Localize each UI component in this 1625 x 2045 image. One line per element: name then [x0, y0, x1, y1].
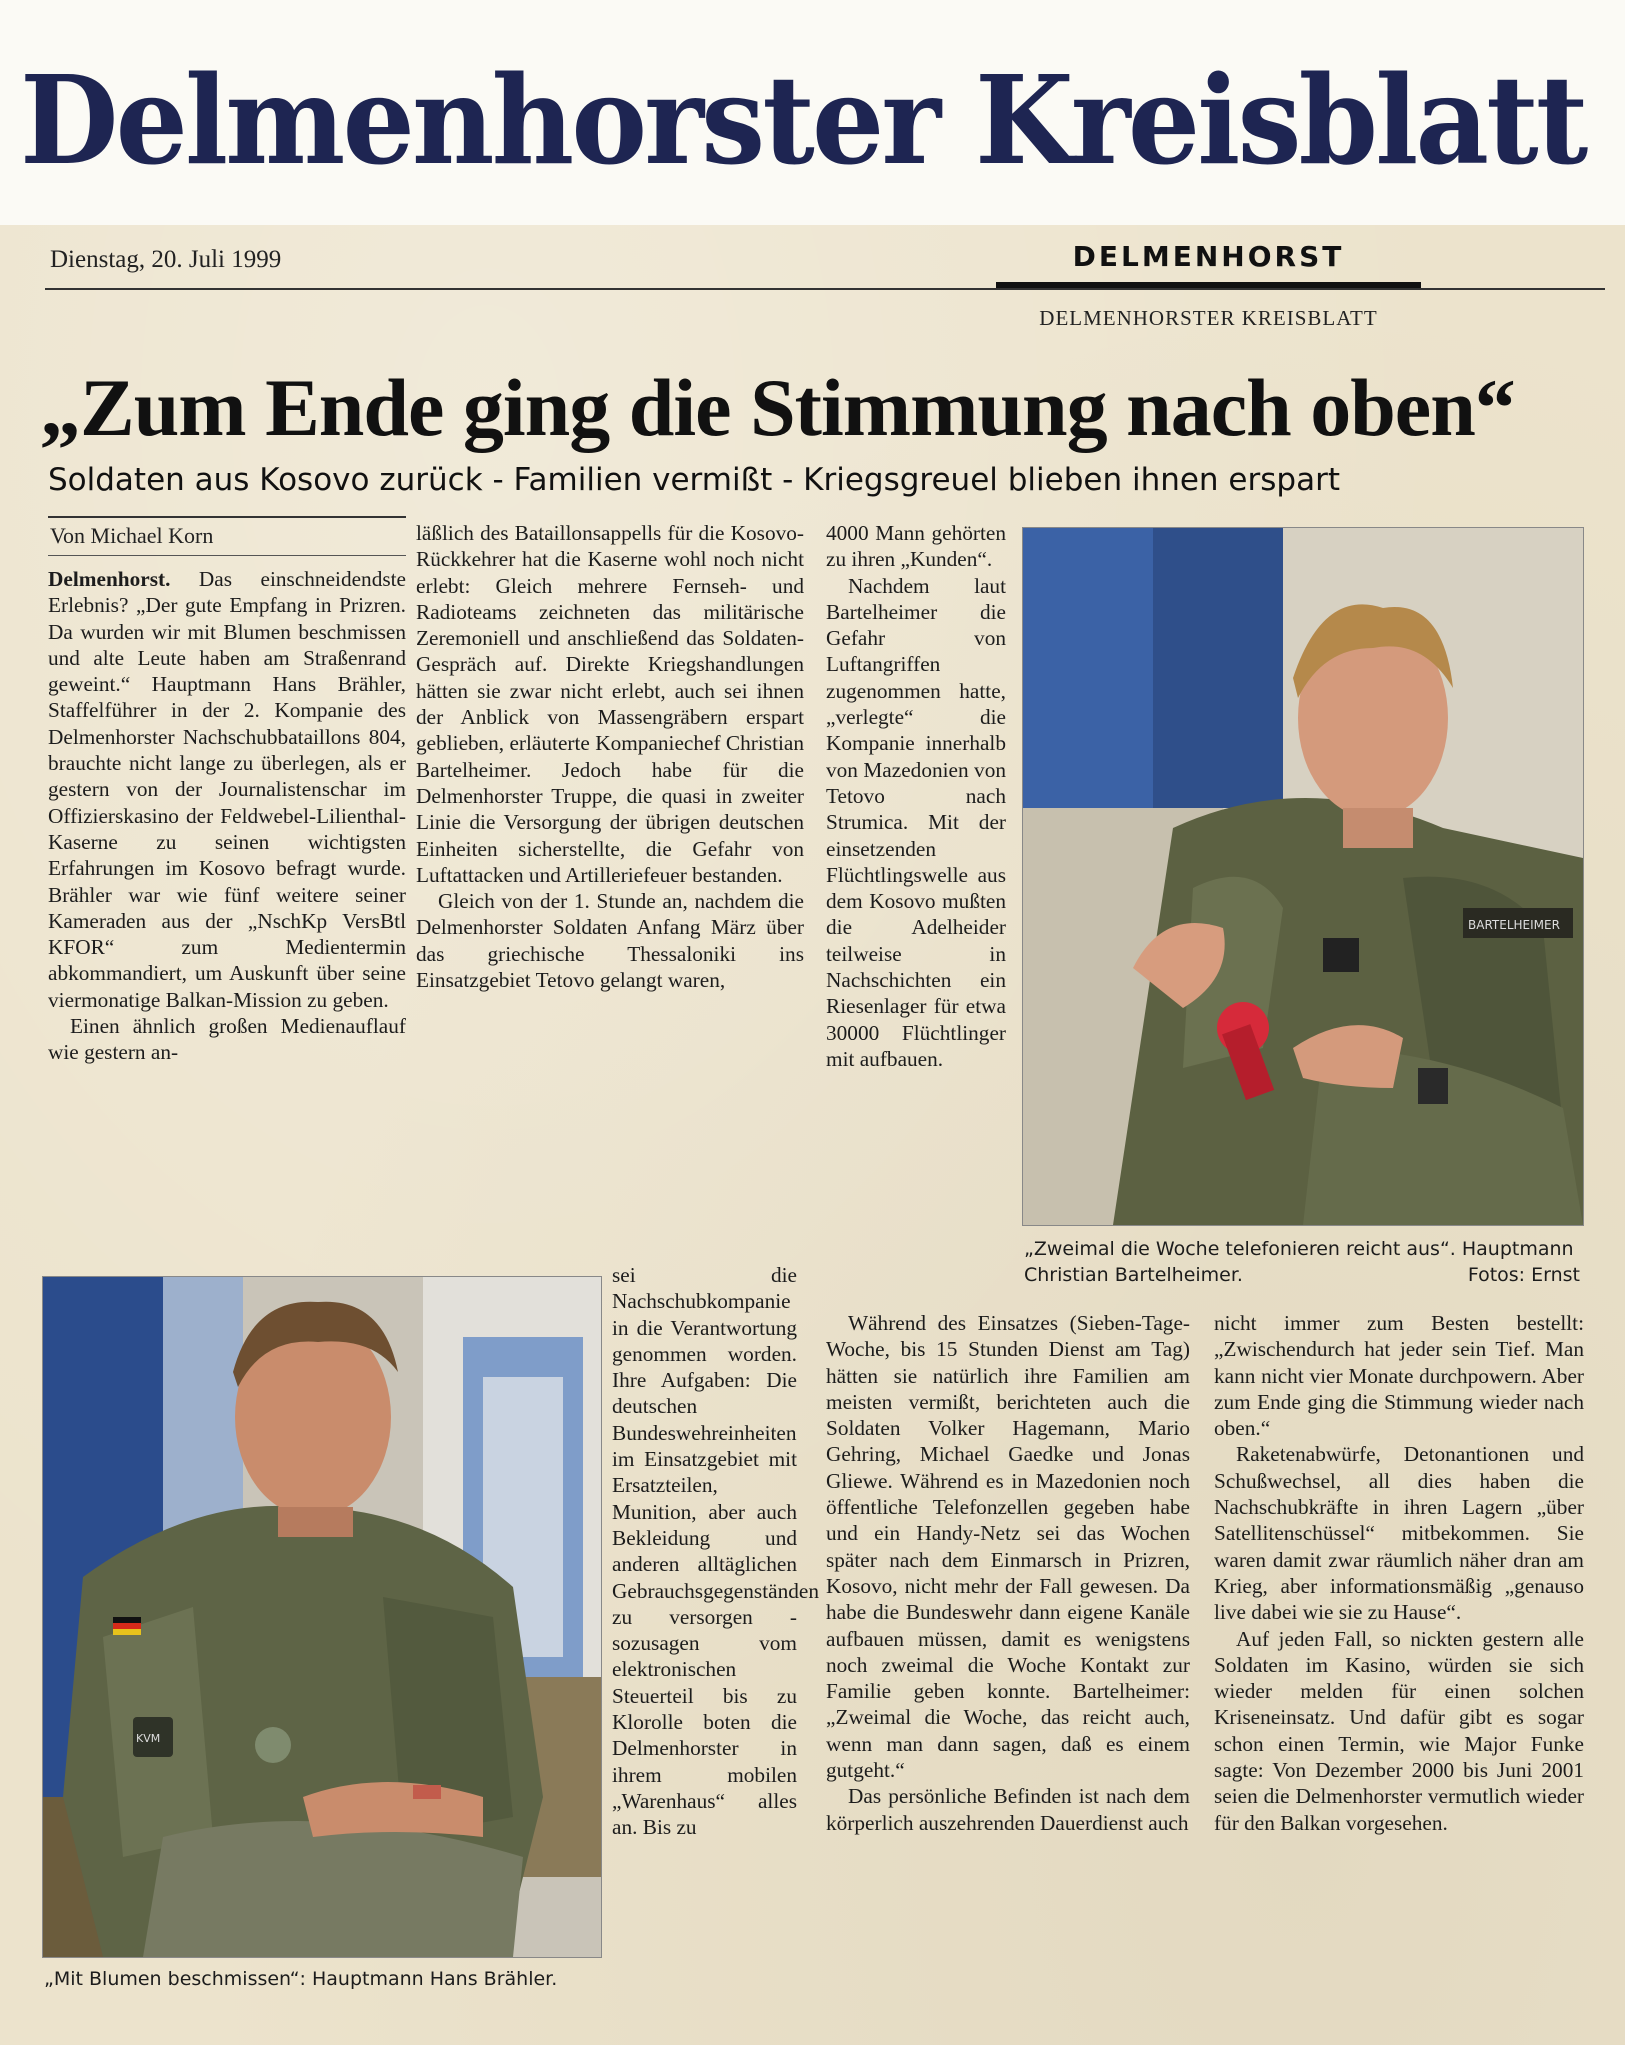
uniform-nametag: BARTELHEIMER: [1468, 918, 1560, 932]
photo-bartelheimer-image: [1023, 528, 1583, 1225]
article-paragraph: Gleich von der 1. Stunde an, nachdem die Delmenhorster Soldaten Anfang März über das griechische Thessaloniki ins Einsatzgebiet Tetovo gelangt waren,: [416, 889, 804, 993]
article-paragraph: Auf jeden Fall, so nickten gestern alle Soldaten im Kasino, würden sie sich wieder melden für einen solchen Kriseneinsatz. Und dafür gibt es sogar schon einen Termin, wie Major Funke sagte: Von Dezember 2000 bis Juni 2001 seien die Delmenhorster vermutlich wieder für den Balkan vorgesehen.: [1214, 1626, 1584, 1835]
article-column-3-narrow: [826, 520, 1006, 1310]
caption-text: „Zweimal die Woche telefonieren reicht aus“. Hauptmann Christian Bartelheimer.: [1024, 1238, 1574, 1286]
photo-braehler: [42, 1276, 602, 1958]
article-paragraph: Während des Einsatzes (Sieben-Tage-Woche, bis 15 Stunden Dienst am Tag) hätten sie natürlich ihre Familien am meisten vermißt, berichteten auch die Soldaten Volker Hagemann, Mario Gehring, Michael Gaedke und Jonas Gliewe. Während es in Mazedonien noch öffentliche Telefonzellen gegeben habe und ein Handy-Netz sei das Wochen später nach dem Einmarsch in Prizren, Kosovo, nicht mehr der Fall gewesen. Da habe die Bundeswehr dann eigene Kanäle aufbauen müssen, damit es wenigstens noch zweimal die Woche Kontakt zur Familie geben konnte. Bartelheimer: „Zweimal die Woche, das reicht auch, wenn man dann sagen, daß es einem gutgeht.“: [826, 1311, 1190, 1783]
article-column-2: [416, 520, 804, 1262]
photo-bartelheimer: [1022, 527, 1584, 1226]
article-column-2-narrow: [612, 1262, 819, 2030]
article-paragraph: 4000 Mann gehörten zu ihren „Kunden“.: [826, 521, 1006, 572]
place-lead: Delmenhorst.: [48, 567, 171, 591]
article-column-1: [48, 566, 406, 1258]
article-paragraph: nicht immer zum Besten bestellt: „Zwischendurch hat jeder sein Tief. Man kann nicht vier Monate durchpowern. Aber zum Ende ging die Stimmung wieder nach oben.“: [1214, 1311, 1584, 1441]
headline: „Zum Ende ging die Stimmung nach oben“: [40, 362, 1515, 453]
byline-rule: [48, 516, 406, 518]
section-label: DELMENHORST: [1072, 240, 1345, 273]
byline-rule-bottom: [48, 555, 406, 556]
header-rule: [45, 288, 1605, 290]
article-paragraph: Einen ähnlich großen Medienauflauf wie gestern an-: [48, 1014, 406, 1065]
byline: Von Michael Korn: [50, 523, 214, 548]
article-paragraph: [48, 566, 406, 1013]
article-column-3: [826, 1310, 1190, 2030]
article-paragraph: sei die Nachschubkompanie in die Verantwortung genommen worden. Ihre Aufgaben: Die deutschen Bundeswehreinheiten im Einsatzgebiet mit Ersatzteilen, Munition, aber auch Bekleidung und anderen alltäglichen Gebrauchsgegenständen zu versorgen - sozusagen vom elektronischen Steuerteil bis zu Klorolle boten die Delmenhorster in ihrem mobilen „Warenhaus“ alles an. Bis zu: [612, 1263, 819, 1840]
photo-bartelheimer-caption: [1024, 1236, 1580, 1288]
article-paragraph: Nachdem laut Bartelheimer die Gefahr von Luftangriffen zugenommen hatte, „verlegte“ die Kompanie innerhalb von Mazedonien von Tetovo nach Strumica. Mit der einsetzenden Flüchtlingswelle aus dem Kosovo mußten die Adelheider teilweise in Nachschichten ein Riesenlager für etwa 30000 Flüchtlinger mit aufbauen.: [826, 573, 1006, 1071]
article-column-4: [1214, 1310, 1584, 2030]
article-paragraph: läßlich des Bataillonsappells für die Kosovo-Rückkehrer hat die Kaserne wohl noch nicht erlebt: Gleich mehrere Fernseh- und Radioteams zeichneten das militärische Zeremoniell und anschließend das Soldaten-Gespräch auf. Direkte Kriegshandlungen hätten sie zwar nicht erlebt, auch sei ihnen der Anblick von Massengräbern erspart geblieben, erläuterte Kompaniechef Christian Bartelheimer. Jedoch habe für die Delmenhorster Truppe, die quasi in zweiter Linie die Versorgung der übrigen deutschen Einheiten sicherstellte, die Gefahr von Luftattacken und Artilleriefeuer bestanden.: [416, 521, 804, 887]
subheadline: Soldaten aus Kosovo zurück - Familien vermißt - Kriegsgreuel blieben ihnen erspart: [48, 462, 1340, 498]
article-paragraph: Das persönliche Befinden ist nach dem körperlich auszehrenden Dauerdienst auch: [826, 1784, 1190, 1835]
uniform-patch: KVM: [136, 1732, 161, 1745]
masthead: Delmenhorster Kreisblatt: [20, 48, 1586, 192]
photo-credit: Fotos: Ernst: [1467, 1264, 1580, 1286]
dateline: Dienstag, 20. Juli 1999: [50, 246, 282, 273]
photo-braehler-caption: „Mit Blumen beschmissen“: Hauptmann Hans Brähler.: [44, 1968, 558, 1990]
photo-braehler-image: [43, 1277, 601, 1957]
article-paragraph: Raketenabwürfe, Detonantionen und Schußwechsel, all dies haben die Nachschubkräfte in ihren Lagern „über Satellitenschüssel“ mitbekommen. Sie waren damit zwar räumlich näher dran am Krieg, aber informationsmäßig „genauso live dabei wie sie zu Hause“.: [1214, 1442, 1584, 1625]
paragraph-text: Das einschneidendste Erlebnis? „Der gute Empfang in Prizren. Da wurden wir mit Blumen beschmissen und alte Leute haben am Straßenrand geweint.“ Hauptmann Hans Brähler, Staffelführer in der 2. Kompanie des Delmenhorster Nachschubbataillons 804, brauchte nicht lange zu überlegen, als er gestern von der Journalistenschar im Offizierskasino der Feldwebel-Lilienthal-Kaserne zu seinen wichtigsten Erfahrungen im Kosovo befragt wurde. Brähler war wie fünf weitere seiner Kameraden aus der „NschKp VersBtl KFOR“ zum Medientermin abkommandiert, um Auskunft über seine viermonatige Balkan-Mission zu geben.: [48, 567, 406, 1012]
paper-name: DELMENHORSTER KREISBLATT: [1039, 306, 1378, 330]
